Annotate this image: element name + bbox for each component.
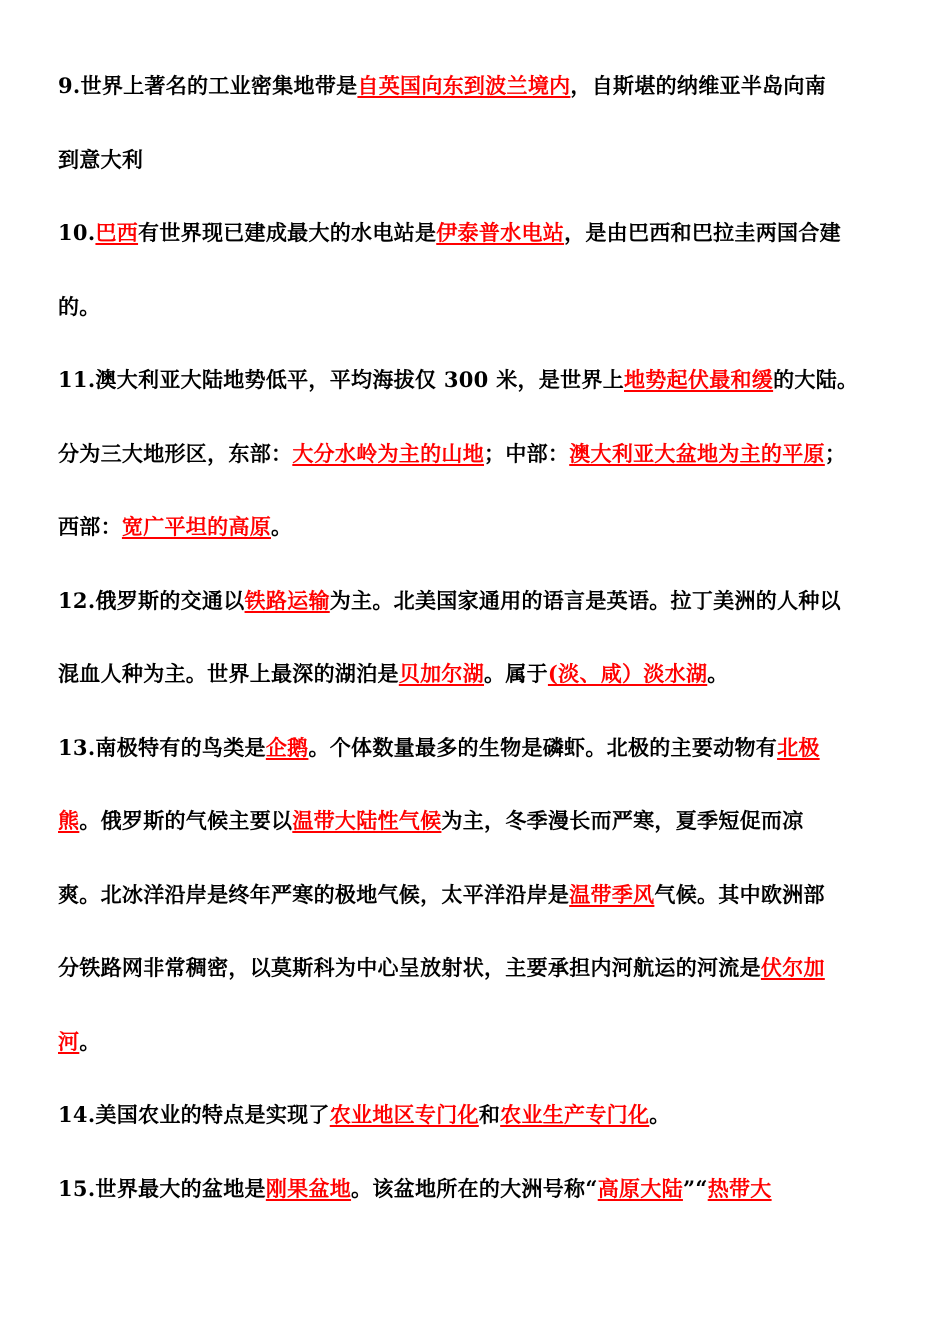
body-text: 的。: [58, 293, 101, 319]
body-text: 。: [79, 1028, 101, 1054]
text-line: [58, 867, 893, 941]
text-line: [58, 279, 893, 353]
text-line: [58, 1087, 893, 1161]
answer-text: 澳大利亚大盆地为主的平原: [569, 440, 825, 466]
answer-text: 农业地区专门化: [329, 1102, 479, 1127]
text-line: [58, 499, 893, 573]
text-line: [58, 205, 893, 279]
answer-text: 熊: [58, 808, 80, 833]
body-text: 混血人种为主。世界上最深的湖泊是: [58, 661, 399, 686]
body-text: 。: [271, 514, 293, 539]
body-text: 12.俄罗斯的交通以: [58, 587, 245, 613]
body-text: 到意大利: [58, 146, 144, 172]
body-text: 13.南极特有的鸟类是: [58, 734, 266, 760]
body-text: 分为三大地形区，东部：: [58, 440, 293, 466]
answer-text: 温带大陆性气候: [292, 808, 442, 833]
body-text: ，是由巴西和巴拉圭两国合建: [564, 220, 841, 245]
body-text: 和: [478, 1102, 501, 1127]
body-text: 9.世界上著名的工业密集地带是: [58, 73, 358, 98]
answer-text: 地势起伏最和缓: [624, 367, 774, 392]
body-text: 。: [707, 661, 729, 686]
body-text: 爽。北冰洋沿岸是终年严寒的极地气候，太平洋沿岸是: [58, 881, 570, 907]
body-text: 11.澳大利亚大陆地势低平，平均海拔仅 300 米，是世界上: [58, 367, 624, 392]
answer-text: 宽广平坦的高原: [121, 514, 272, 539]
body-text: 。个体数量最多的生物是磷虾。北极的主要动物有: [308, 734, 778, 760]
text-line: [58, 573, 893, 647]
answer-text: 高原大陆: [597, 1175, 683, 1201]
body-text: ”“: [682, 1175, 708, 1201]
answer-text: 温带季风: [569, 881, 655, 907]
body-text: 西部：: [58, 514, 122, 539]
answer-text: 北极: [777, 734, 820, 760]
body-text: 气候。其中欧洲部: [654, 881, 825, 907]
answer-text: 自英国向东到波兰境内: [357, 73, 571, 98]
text-line: [58, 793, 893, 867]
text-line: [58, 1014, 893, 1088]
text-line: [58, 58, 893, 132]
body-text: ；: [824, 440, 847, 466]
body-text: 为主，冬季漫长而严寒，夏季短促而凉: [441, 808, 804, 833]
text-line: [58, 426, 893, 500]
body-text: 有世界现已建成最大的水电站是: [138, 220, 437, 245]
text-line: [58, 940, 893, 1014]
body-text: ；中部：: [484, 440, 570, 466]
document-page: [58, 58, 893, 1234]
answer-text: 农业生产专门化: [500, 1102, 650, 1127]
body-text: 分铁路网非常稠密，以莫斯科为中心呈放射状，主要承担内河航运的河流是: [58, 955, 761, 980]
answer-text: 贝加尔湖: [398, 661, 485, 686]
body-text: 。属于: [484, 661, 548, 686]
answer-text: 刚果盆地: [265, 1175, 352, 1201]
answer-text: 巴西: [95, 220, 139, 245]
body-text: 10.: [58, 220, 96, 245]
answer-text: 伊泰普水电站: [436, 220, 565, 245]
body-text: 为主。北美国家通用的语言是英语。拉丁美洲的人种以: [329, 587, 841, 613]
answer-text: 河: [58, 1028, 80, 1054]
answer-text: 企鹅: [265, 734, 309, 760]
answer-text: 大分水岭为主的山地: [292, 440, 485, 466]
body-text: 15.世界最大的盆地是: [58, 1175, 266, 1201]
text-line: [58, 720, 893, 794]
body-text: 14.美国农业的特点是实现了: [58, 1102, 330, 1127]
text-line: [58, 132, 893, 206]
answer-text: (淡、咸）淡水湖: [547, 661, 708, 686]
body-text: 。该盆地所在的大洲号称“: [351, 1175, 598, 1201]
text-line: [58, 1161, 893, 1235]
answer-text: 铁路运输: [244, 587, 330, 613]
answer-text: 伏尔加: [760, 955, 825, 980]
body-text: 。俄罗斯的气候主要以: [79, 808, 293, 833]
text-line: [58, 352, 893, 426]
text-line: [58, 646, 893, 720]
body-text: 。: [649, 1102, 671, 1127]
answer-text: 热带大: [707, 1175, 772, 1201]
body-text: 的大陆。: [773, 367, 859, 392]
body-text: ，自斯堪的纳维亚半岛向南: [570, 73, 827, 98]
